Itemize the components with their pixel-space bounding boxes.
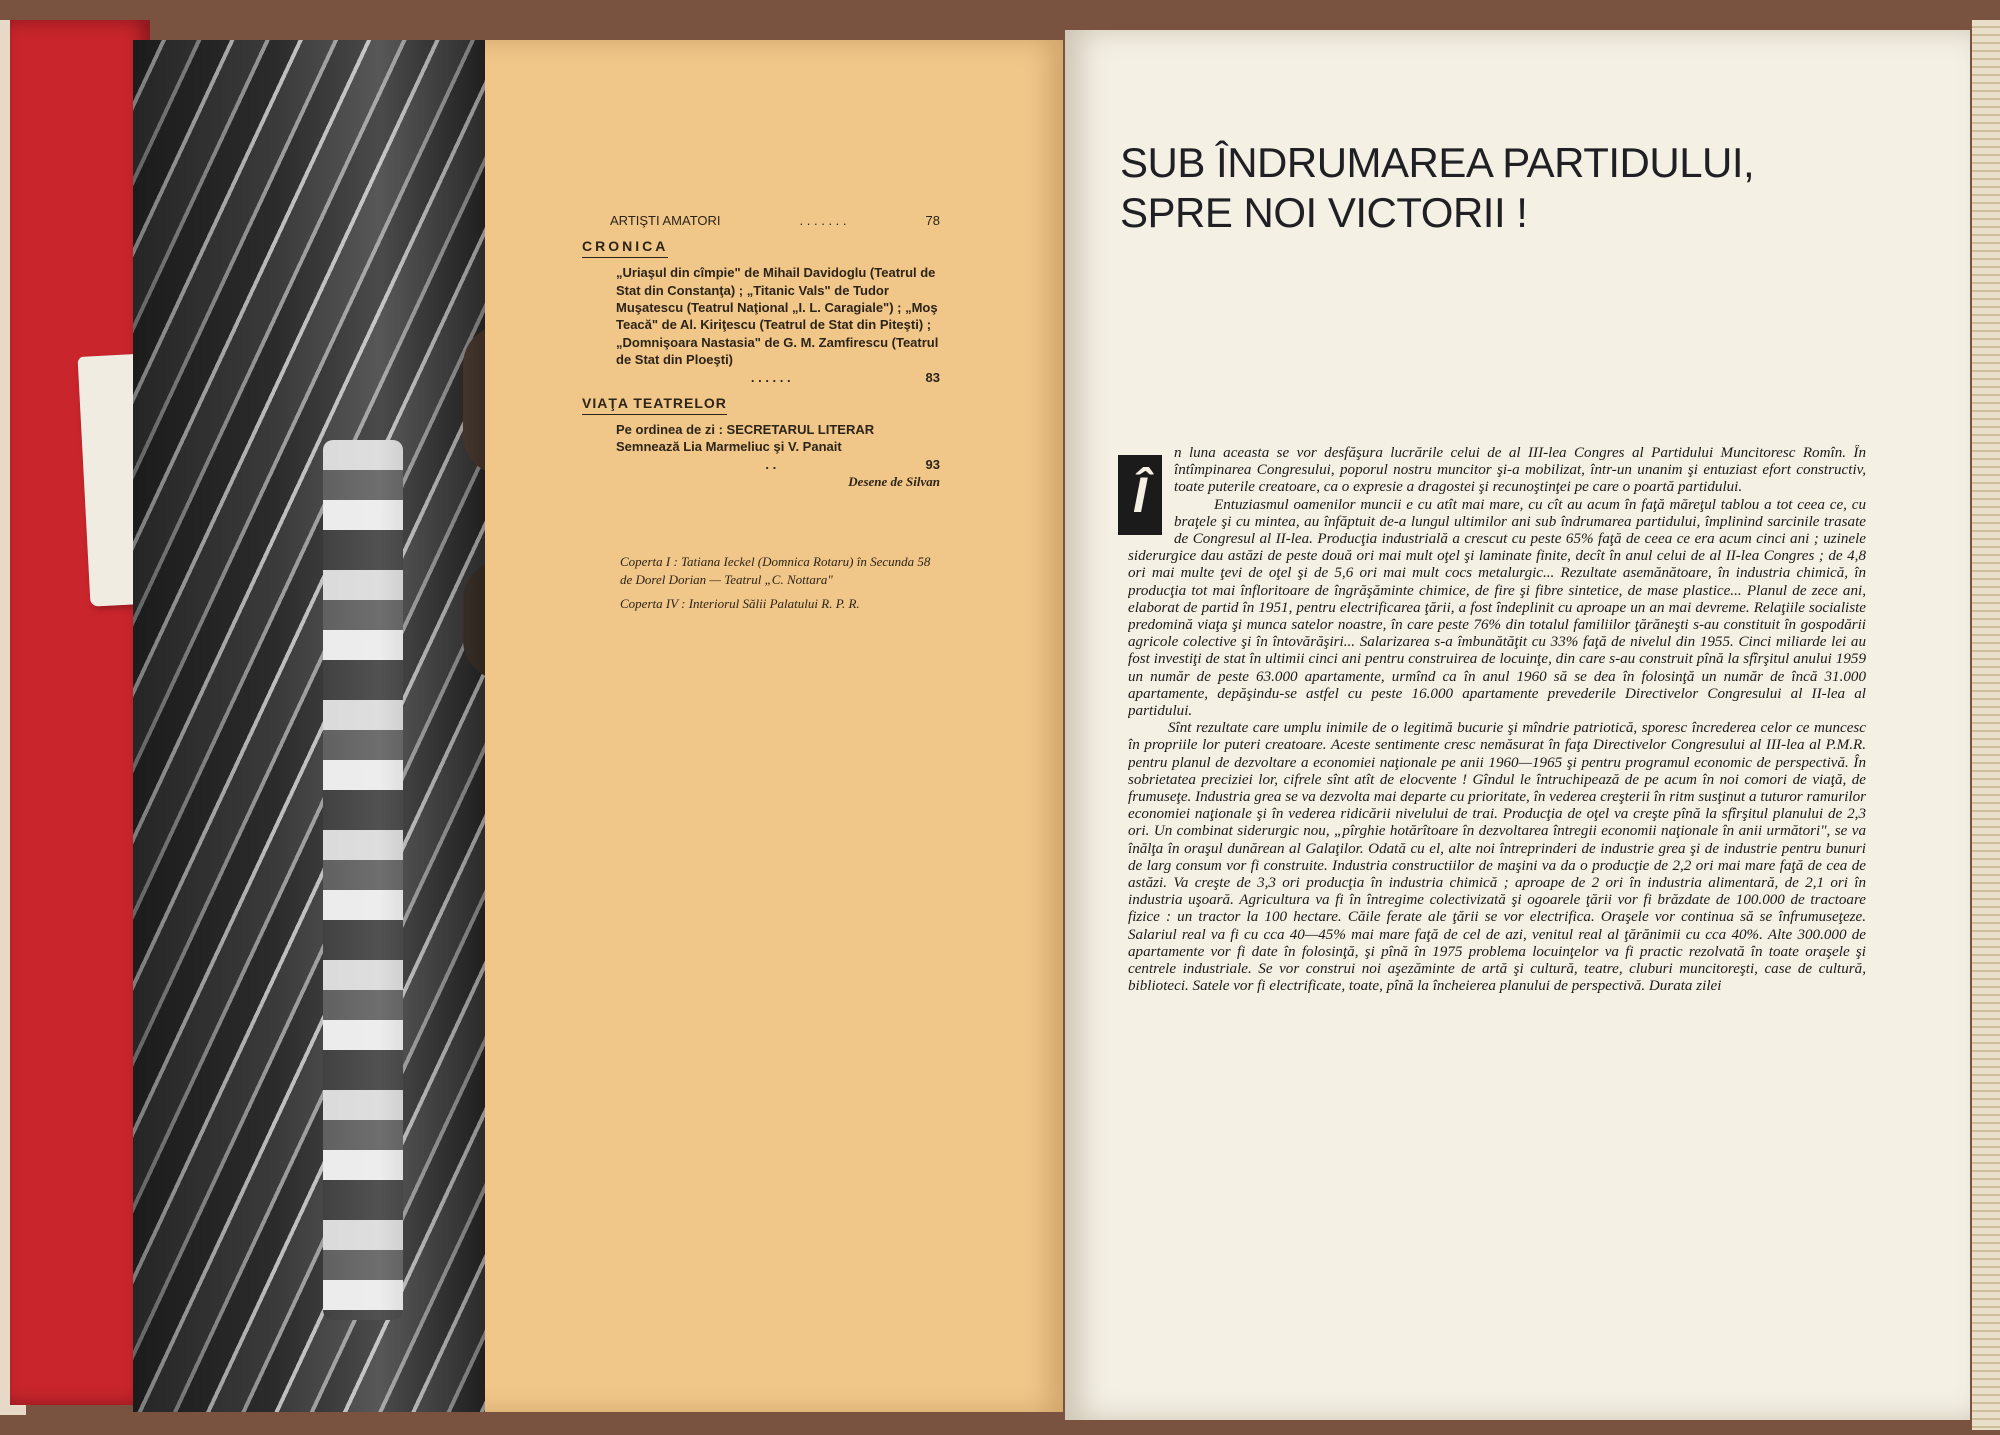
- table-of-contents: [582, 212, 940, 490]
- toc-entry-viata: [582, 421, 940, 491]
- photo-shading: [133, 40, 485, 1412]
- cover-credit-front: Coperta I : Tatiana Ieckel (Domnica Rotaru) în Secunda 58 de Dorel Dorian — Teatrul „C. Nottara": [620, 554, 931, 587]
- toc-entry-text: Pe ordinea de zi : SECRETARUL LITERAR Semnează Lia Marmeliuc şi V. Panait: [616, 421, 875, 455]
- section-heading-viata: VIAŢA TEATRELOR: [582, 394, 727, 415]
- toc-page-number: 83: [925, 369, 940, 385]
- toc-page-number: 93: [925, 456, 940, 472]
- toc-label: ARTIŞTI AMATORI: [610, 213, 721, 228]
- drop-cap-space: [1128, 445, 1174, 533]
- red-cover: [10, 20, 150, 1405]
- article-paragraph: n luna aceasta se vor desfăşura lucrările celui de al III-lea Congres al Partidului Muncitoresc Romîn. În întîmpinarea Congresului, poporul nostru muncitor şi-a mobilizat, într-un unanim şi entuziast efort constructiv, toate puterile creatoare, ca o expresie a dragostei şi recunoştinţei pe care o poartă partidului.: [1174, 445, 1866, 496]
- toc-dots: . . . . . .: [750, 369, 791, 385]
- machinery-photo: [133, 40, 485, 1412]
- cover-credits: [620, 553, 940, 619]
- article-body: [1128, 445, 1866, 1265]
- cover-credit-back: Coperta IV : Interiorul Sălii Palatului R. P. R.: [620, 595, 860, 611]
- toc-entry-cronica: [582, 264, 940, 386]
- article-title: [1120, 138, 1940, 237]
- page-edges: [1972, 20, 2000, 1430]
- toc-dots: . . . . . . .: [799, 213, 847, 228]
- article-paragraph: Sînt rezultate care umplu inimile de o legitimă bucurie şi mîndrie patriotică, sporesc încrederea celor ce muncesc în propriile lor puteri creatoare. Aceste sentimente cresc nemăsurat în faţa Directivelor Congresului al III-lea al P.M.R. pentru planul de dezvoltare a economiei naţionale pe anii 1960—1965 şi pentru programul economic de perspectivă. În sobrietatea preciziei lor, cifrele sînt atît de elocvente ! Gîndul le întruchipează de pe acum în noi comori de viaţă, de frumuseţe. Industria grea se va dezvolta mai departe cu prioritate, în vederea creşterii în ritm susţinut a tuturor ramurilor economiei naţionale şi în vederea ridicării nivelului de trai. Producţia de oţel va creşte pînă la sfîrşitul planului de 2,3 ori. Un combinat siderurgic nou, „pîrghie hotărîtoare în dezvoltarea întregii economii naţionale în anii următori", se va înălţa în oraşul dunărean al Galaţilor. Odată cu el, alte noi întreprinderi de industrie grea şi de industrie pentru bunuri de larg consum vor fi construite. Industria constructiilor de maşini va da o producţie de 2,2 ori mai mare faţă de cea de astăzi. Va creşte de 3,3 ori producţia în industria chimică ; aproape de 2 ori în industria alimentară, de 2,1 ori în industria uşoară. Agricultura va fi în întregime colectivizată şi ogoarele ţării vor fi brăzdate de 100.000 de tractoare fizice : un tractor la 100 hectare. Căile ferate ale ţării se vor electrifica. Oraşele vor continua să se înfrumuseţeze. Salariul real va fi cu cca 40—45% mai mare faţă de cel de azi, venitul real al ţărănimii cu cca 40%. Alte 300.000 de apartamente vor fi date în folosinţă, şi pînă în 1975 problema locuinţelor va fi practic rezolvată în toate oraşele şi centrele industriale. Se vor construi noi aşezăminte de artă şi cultură, teatre, cluburi muncitoreşti, case de cultură, biblioteci. Satele vor fi electrificate, toate, pînă la încheierea planului de perspectivă. Durata zilei: [1128, 720, 1866, 995]
- drop-cap: Î: [1118, 455, 1162, 535]
- article-paragraph: Entuziasmul oamenilor muncii e cu atît mai mare, cu cît au acum în faţă măreţul tablou a tot ceea ce, cu braţele şi cu mintea, au înfăptuit de-a lungul ultimilor ani sub îndrumarea partidului, împlinind sarcinile trasate de Congresul al II-lea. Producţia industrială a crescut cu peste 65% faţă de ceea ce era acum cinci ani ; uzinele siderurgice dau astăzi de peste două ori mai mult oţel şi laminate finite, decît în anul celui de al II-lea Congres ; de 4,8 ori mai multe ţevi de oţel şi de 5,6 ori mai mult cocs metalurgic... Rezultate asemănătoare, în industria chimică, în producţia tot mai înfloritoare de îngrăşăminte chimice, de fire şi fibre sintetice, de mase plastice... Planul de zece ani, elaborat de partid în 1951, pentru electrificarea ţării, a fost îndeplinit cu aproape un an mai devreme. Relaţiile socialiste predomină viaţa şi munca satelor noastre, în care peste 76% din totalul familiilor ţărăneşti s-au constituit în gospodării agricole colective şi în întovărăşiri... Salarizarea s-a îmbunătăţit cu 33% faţă de nivelul din 1955. Cinci miliarde lei au fost investiţi de stat în ultimii cinci ani pentru construirea de locuinţe, din care s-au construit pînă la sfîrşitul anului 1959 un număr de peste 63.000 apartamente, urmînd ca în anul 1960 să se dea în folosinţă un număr de încă 31.000 apartamente, depăşindu-se astfel cu peste 16.000 apartamente prevederile Directivelor Congresului al II-lea al partidului.: [1128, 496, 1866, 720]
- section-heading-cronica: CRONICA: [582, 237, 668, 258]
- title-line: SPRE NOI VICTORII !: [1120, 188, 1528, 236]
- toc-illustrator: Desene de Silvan: [848, 473, 940, 489]
- title-line: SUB ÎNDRUMAREA PARTIDULUI,: [1120, 139, 1755, 186]
- toc-dots: . .: [765, 456, 777, 472]
- toc-page-number: 78: [925, 213, 940, 228]
- toc-entry-artisti: [582, 212, 940, 229]
- toc-entry-text: „Uriaşul din cîmpie" de Mihail Davidoglu (Teatrul de Stat din Constanţa) ; „Titanic Vals" de Tudor Muşatescu (Teatrul Naţional „I. L. Caragiale") ; „Moş Teacă" de Al. Kiriţescu (Teatrul de Stat din Piteşti) ; „Domnişoara Nastasia" de G. M. Zamfirescu (Teatrul de Stat din Ploeşti): [616, 265, 939, 368]
